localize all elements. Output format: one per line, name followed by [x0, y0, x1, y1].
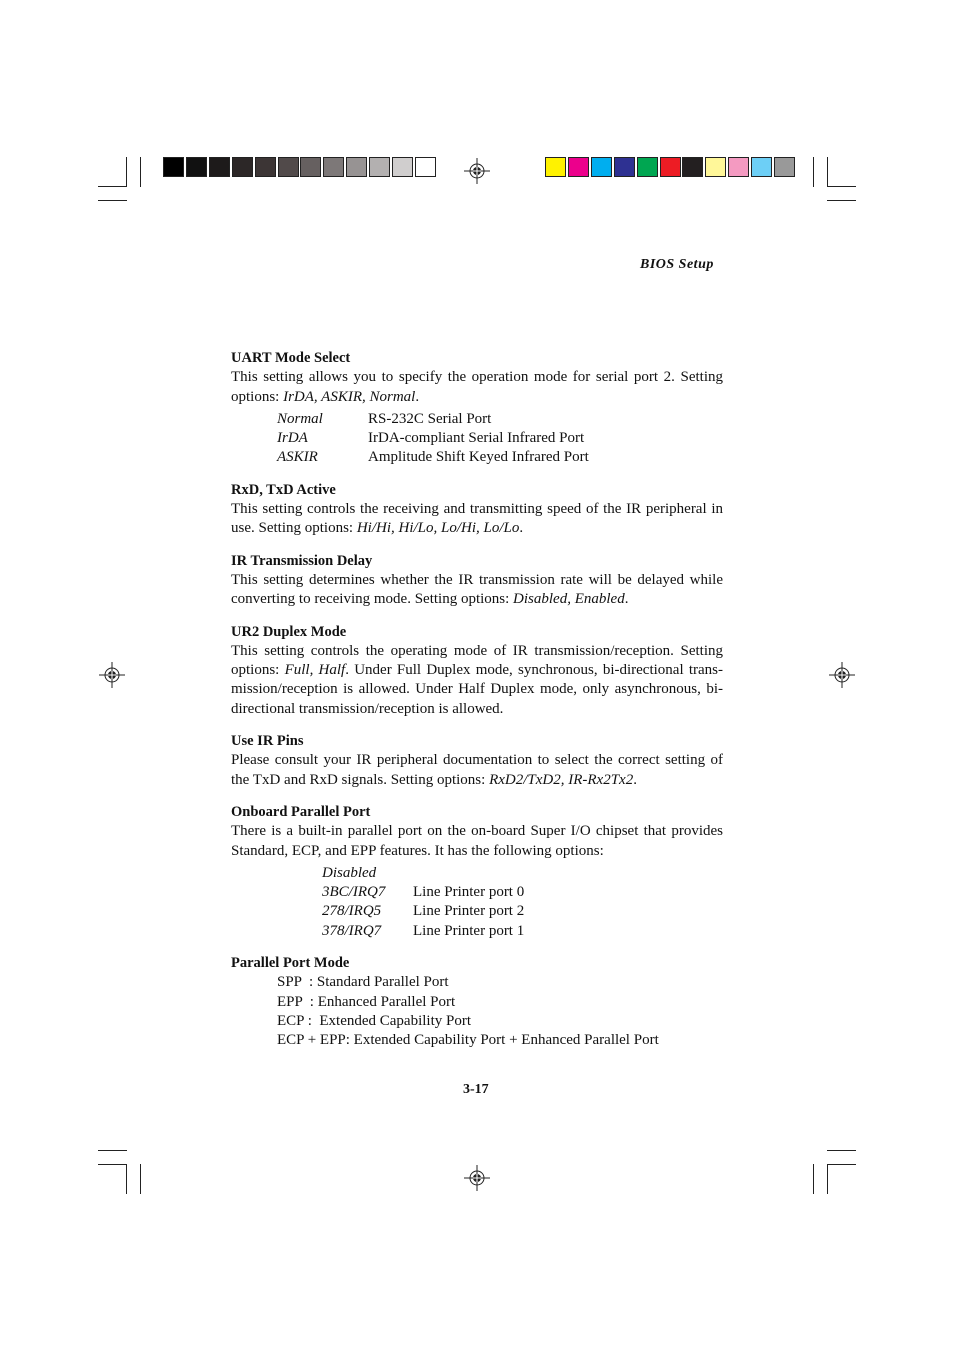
option-desc: Line Printer port 2: [413, 903, 525, 920]
option-desc: Line Printer port 1: [413, 922, 525, 939]
section-uart-mode: [231, 349, 723, 468]
section-duplex: [231, 623, 723, 719]
crop-mark: [827, 1164, 856, 1165]
option-table: [231, 864, 723, 941]
section-body: [231, 642, 723, 719]
color-swatch: [660, 157, 681, 177]
option-key: ASKIR: [277, 449, 318, 466]
crop-mark: [98, 200, 127, 201]
color-swatch: [774, 157, 795, 177]
option-row: [322, 883, 723, 902]
body-text: Please consult your IR peripheral documentation to select the correct setting of the TxD and RxD signals. Setting options:: [231, 752, 723, 788]
option-desc: RS-232C Serial Port: [368, 410, 492, 427]
list-item: ECP : Extended Capability Port: [277, 1012, 472, 1029]
color-swatch: [751, 157, 772, 177]
options-text: Disabled, Enabled: [513, 591, 625, 608]
registration-mark-icon: [464, 1165, 490, 1191]
crop-mark: [140, 1164, 141, 1194]
section-heading: UR2 Duplex Mode: [231, 623, 347, 640]
options-text: Full, Half: [284, 662, 346, 679]
body-text: .: [624, 591, 629, 608]
section-body: [231, 751, 723, 790]
color-swatch: [300, 157, 321, 177]
color-swatch: [209, 157, 230, 177]
color-swatch: [369, 157, 390, 177]
option-row: [277, 410, 723, 429]
color-swatch: [278, 157, 299, 177]
color-swatch: [346, 157, 367, 177]
crop-mark: [98, 1164, 127, 1165]
options-text: RxD2/TxD2, IR-Rx2Tx2: [489, 771, 634, 788]
color-swatch: [255, 157, 276, 177]
page-content: [231, 349, 723, 1064]
body-text: This setting allows you to specify the operation mode for serial port 2. Setting options:: [231, 369, 723, 405]
section-heading: Onboard Parallel Port: [231, 803, 371, 820]
color-swatch: [682, 157, 703, 177]
color-swatch: [186, 157, 207, 177]
color-swatch: [323, 157, 344, 177]
crop-mark: [827, 1164, 828, 1194]
crop-mark: [140, 157, 141, 187]
color-swatch: [415, 157, 436, 177]
section-body: [231, 500, 723, 539]
section-parallel-mode: [231, 954, 723, 1050]
crop-mark: [126, 157, 127, 187]
option-row: [277, 448, 723, 467]
section-body: [231, 571, 723, 610]
options-text: IrDA, ASKIR, Normal: [283, 388, 416, 405]
color-swatch: [637, 157, 658, 177]
option-desc: IrDA-compliant Serial Infrared Port: [368, 430, 585, 447]
registration-mark-icon: [99, 662, 125, 688]
registration-mark-icon: [464, 158, 490, 184]
registration-mark-icon: [829, 662, 855, 688]
option-key: 3BC/IRQ7: [322, 884, 386, 901]
body-text: This setting determines whether the IR transmission rate will be delayed while converting to receiving mode. Setting options:: [231, 571, 723, 608]
crop-mark: [813, 1164, 814, 1194]
options-text: Hi/Hi, Hi/Lo, Lo/Hi, Lo/Lo: [356, 520, 520, 537]
option-row: [322, 922, 723, 941]
section-rxd-txd: [231, 481, 723, 539]
section-parallel-port: [231, 803, 723, 941]
color-swatch: [728, 157, 749, 177]
option-key: IrDA: [277, 430, 308, 447]
crop-mark: [98, 1150, 127, 1151]
crop-mark: [813, 157, 814, 187]
body-text: .: [633, 771, 637, 788]
color-swatch: [591, 157, 612, 177]
body-text: .: [519, 520, 524, 537]
body-text: . Under Full Duplex mode, synchronous, bi-directional trans-mission/reception is allowed. Under Half Duplex mode, only asynchronous, bi-directional transmission/reception is allowed.: [231, 662, 724, 717]
crop-mark: [126, 1164, 127, 1194]
color-swatch: [705, 157, 726, 177]
option-desc: Amplitude Shift Keyed Infrared Port: [368, 449, 589, 466]
color-swatch: [232, 157, 253, 177]
color-swatch: [545, 157, 566, 177]
section-body: [231, 368, 723, 407]
body-text: This setting controls the receiving and transmitting speed of the IR peripheral in use. Setting options:: [231, 501, 723, 537]
option-desc: Line Printer port 0: [413, 884, 525, 901]
running-header: BIOS Setup: [640, 257, 714, 272]
section-heading: RxD, TxD Active: [231, 481, 336, 498]
crop-mark: [98, 186, 127, 187]
option-row: [322, 864, 723, 883]
section-ir-pins: [231, 732, 723, 790]
crop-mark: [827, 157, 828, 187]
option-key: Normal: [277, 410, 323, 427]
page-number: 3-17: [463, 1082, 489, 1097]
section-heading: IR Transmission Delay: [231, 552, 373, 569]
color-swatch: [392, 157, 413, 177]
list-item: SPP : Standard Parallel Port: [277, 974, 449, 991]
option-table: [231, 410, 723, 468]
option-row: [322, 902, 723, 921]
section-body: There is a built-in parallel port on the on-board Super I/O chipset that provides Standard, ECP, and EPP features. It has the following options:: [231, 823, 723, 859]
list-item: ECP + EPP: Extended Capability Port + Enhanced Parallel Port: [277, 1032, 659, 1049]
body-text: This setting controls the operating mode of IR transmission/reception. Setting options:: [231, 642, 723, 679]
crop-mark: [827, 1150, 856, 1151]
option-row: [277, 429, 723, 448]
option-key: 278/IRQ5: [322, 903, 382, 920]
option-key: Disabled: [322, 864, 377, 881]
crop-mark: [827, 200, 856, 201]
crop-mark: [827, 186, 856, 187]
list-item: EPP : Enhanced Parallel Port: [277, 993, 456, 1010]
color-swatch: [163, 157, 184, 177]
section-heading: Use IR Pins: [231, 733, 304, 750]
section-heading: Parallel Port Mode: [231, 955, 350, 972]
option-key: 378/IRQ7: [322, 922, 382, 939]
section-heading: UART Mode Select: [231, 350, 351, 366]
section-ir-delay: [231, 552, 723, 610]
color-swatch: [568, 157, 589, 177]
color-swatch: [614, 157, 635, 177]
mode-list: [231, 973, 723, 1050]
body-text: .: [415, 388, 420, 405]
